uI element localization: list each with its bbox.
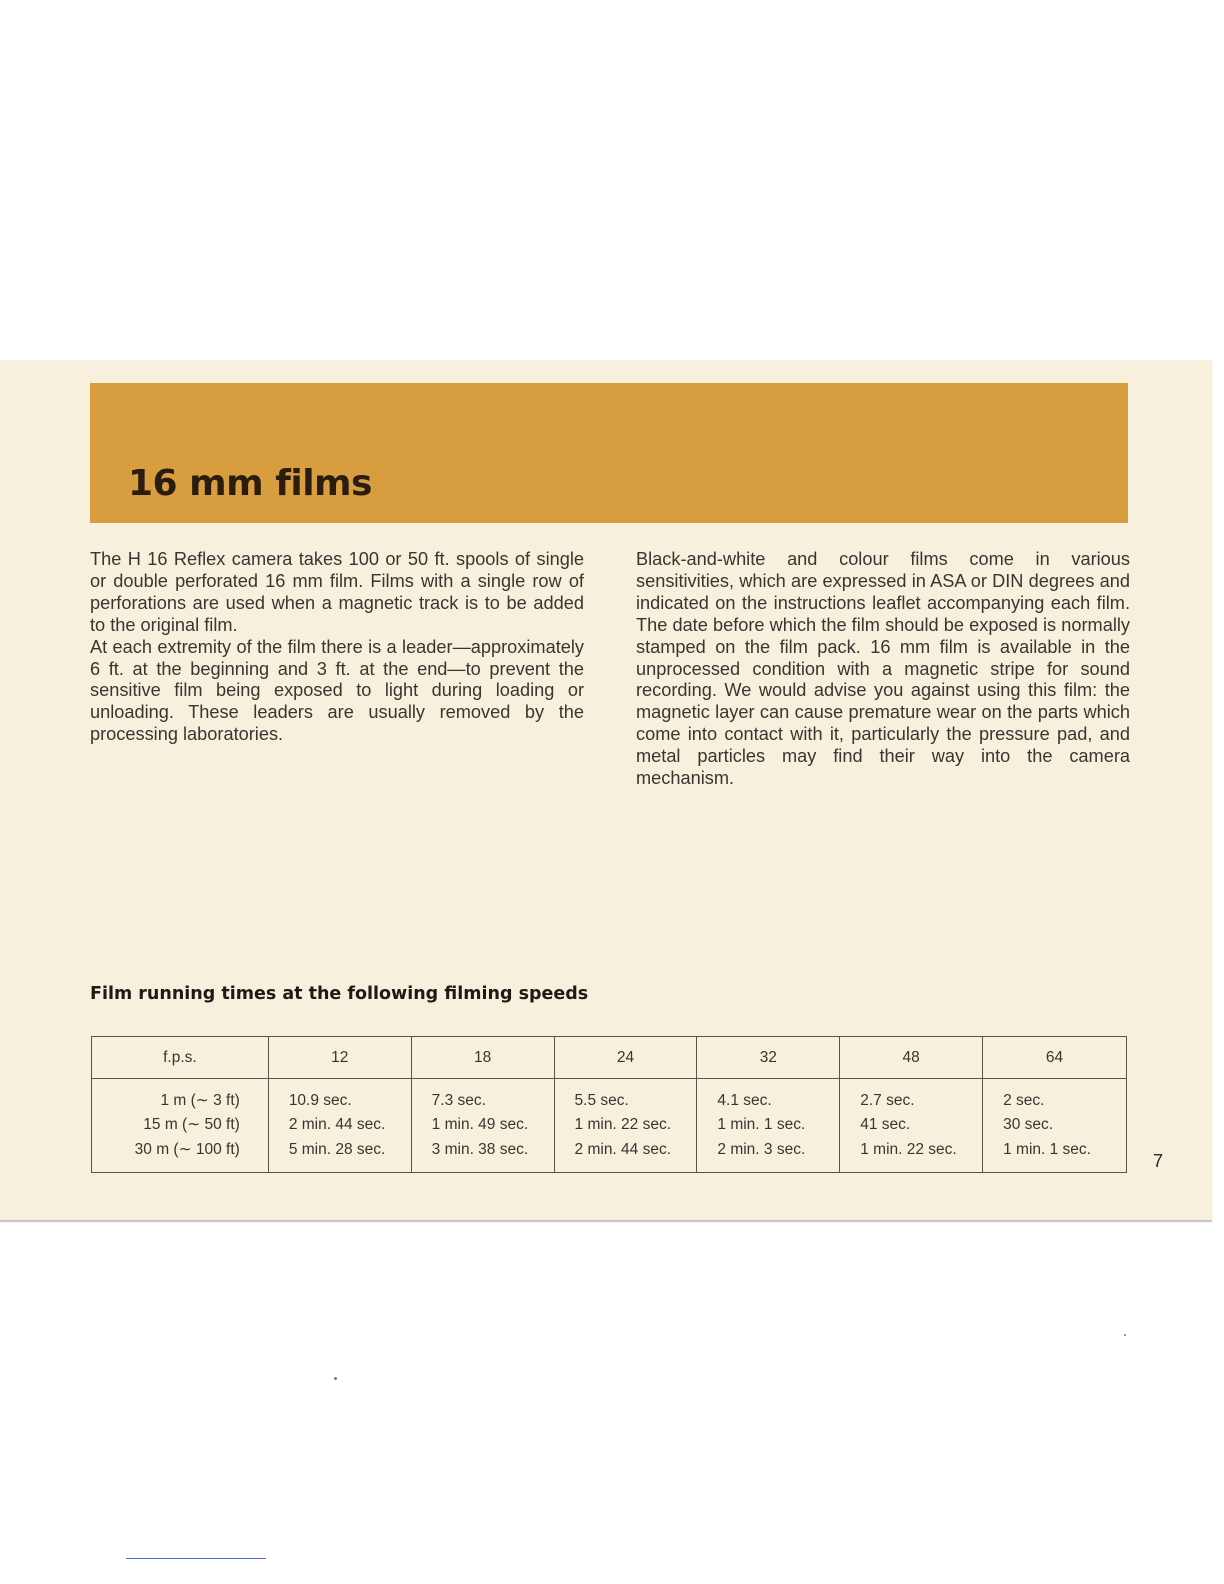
- table-cell: 1 min. 22 sec.: [574, 1116, 672, 1134]
- column-header: 32: [697, 1037, 840, 1079]
- table-cell: 4.1 sec.: [717, 1092, 772, 1109]
- running-times-table: [91, 1036, 1127, 1173]
- table-cell: 2 sec.: [1003, 1092, 1045, 1109]
- table-cell: 1 min. 22 sec.: [860, 1140, 957, 1158]
- table-cell: 30 m (∼ 100 ft): [134, 1140, 240, 1158]
- table-cell: 7.3 sec.: [431, 1092, 486, 1109]
- table-cell: 5 min. 28 sec.: [288, 1140, 386, 1158]
- speed-32-cell: [697, 1079, 840, 1173]
- scan-speck: [334, 1377, 337, 1380]
- table-cell: 2 min. 44 sec.: [574, 1140, 672, 1158]
- table-cell: 2 min. 44 sec.: [288, 1116, 386, 1134]
- scan-mark: [126, 1558, 266, 1559]
- table-title: Film running times at the following filming speeds: [90, 984, 589, 1004]
- table-header-row: [92, 1037, 1127, 1079]
- column-header: f.p.s.: [92, 1037, 269, 1079]
- table-cell: 1 min. 49 sec.: [431, 1116, 529, 1134]
- speed-24-cell: [554, 1079, 697, 1173]
- speed-48-cell: [840, 1079, 983, 1173]
- paragraph: At each extremity of the film there is a leader—approximately 6 ft. at the beginning and 3 ft. at the end—to prevent the sensitive film being exposed to light during loading or unloading. These leaders are usually removed by the processing laboratories.: [90, 636, 584, 745]
- table-cell: 5.5 sec.: [574, 1092, 629, 1109]
- film-length-cell: [92, 1079, 269, 1173]
- page-title: 16 mm films: [128, 463, 372, 504]
- column-header: 48: [840, 1037, 983, 1079]
- scan-speck: [1124, 1334, 1126, 1336]
- right-column: [636, 549, 1130, 790]
- table-cell: 41 sec.: [860, 1116, 911, 1134]
- table-cell: 3 min. 38 sec.: [431, 1140, 529, 1158]
- page-number: 7: [1153, 1151, 1164, 1171]
- speed-64-cell: [983, 1079, 1127, 1173]
- table-cell: 30 sec.: [1003, 1116, 1054, 1134]
- paragraph: The H 16 Reflex camera takes 100 or 50 ft. spools of single or double perforated 16 mm film. Films with a single row of perforations are used when a magnetic track is to be added to the original film.: [90, 549, 584, 635]
- table-body-row: [92, 1079, 1127, 1173]
- table-cell: 2 min. 3 sec.: [717, 1140, 806, 1158]
- table-cell: 10.9 sec.: [288, 1092, 352, 1109]
- column-header: 64: [983, 1037, 1127, 1079]
- table-cell: 2.7 sec.: [860, 1092, 915, 1109]
- column-header: 24: [554, 1037, 697, 1079]
- manual-page: [0, 360, 1212, 1220]
- table-cell: 1 m (∼ 3 ft): [160, 1092, 240, 1109]
- column-header: 12: [268, 1037, 411, 1079]
- table-cell: 15 m (∼ 50 ft): [143, 1116, 240, 1134]
- table-cell: 1 min. 1 sec.: [1003, 1140, 1091, 1158]
- speed-18-cell: [411, 1079, 554, 1173]
- column-header: 18: [411, 1037, 554, 1079]
- speed-12-cell: [268, 1079, 411, 1173]
- header-band: [90, 383, 1128, 523]
- left-column: [90, 549, 584, 746]
- paragraph: Black-and-white and colour films come in various sensitivities, which are expressed in ASA or DIN degrees and indicated on the instructions leaflet accompanying each film. The date before which the film should be exposed is normally stamped on the film pack. 16 mm film is available in the unprocessed condition with a magnetic stripe for sound recording. We would advise you against using this film: the magnetic layer can cause premature wear on the parts which come into contact with it, particularly the pressure pad, and metal particles may find their way into the camera mechanism.: [636, 549, 1130, 789]
- table-cell: 1 min. 1 sec.: [717, 1116, 806, 1134]
